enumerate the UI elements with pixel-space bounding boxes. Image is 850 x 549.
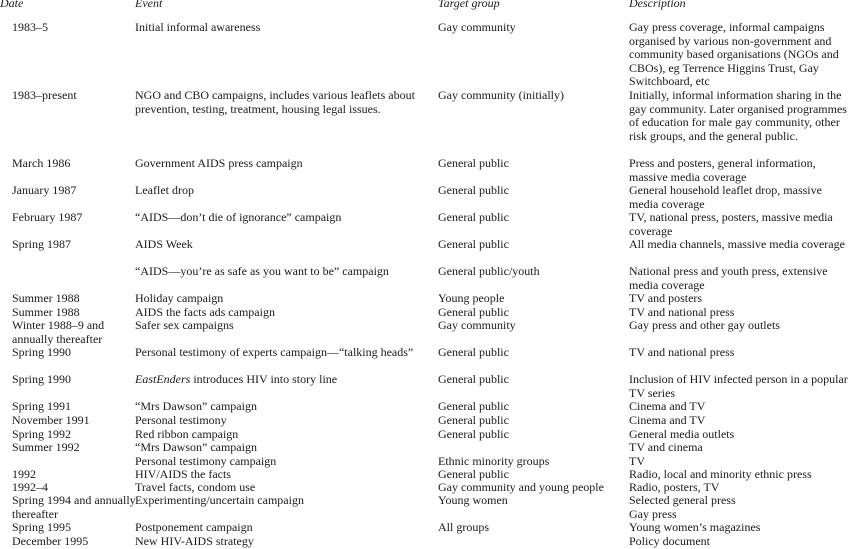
cell-description: Gay press: [629, 507, 677, 521]
cell-event: “AIDS—don’t die of ignorance” campaign: [135, 210, 342, 224]
cell-description: Radio, local and minority ethnic press: [629, 467, 812, 481]
cell-description: TV and posters: [629, 291, 703, 305]
cell-event: Experimenting/uncertain campaign: [135, 493, 304, 507]
cell-date: Spring 1992: [12, 427, 72, 441]
cell-target-group: General public: [438, 156, 509, 170]
cell-event: Leaflet drop: [135, 183, 194, 197]
cell-date: February 1987: [12, 210, 83, 224]
cell-date: Summer 1992: [12, 440, 80, 454]
header-date: Date: [0, 0, 24, 10]
cell-event: Postponement campaign: [135, 520, 253, 534]
cell-target-group: All groups: [438, 520, 489, 534]
cell-description: Press and posters, general information, massive media coverage: [629, 156, 816, 184]
cell-date: December 1995: [12, 534, 89, 548]
cell-target-group: Young women: [438, 493, 508, 507]
cell-description: Initially, informal information sharing in the gay community. Later organised programmes of education for male gay community, other risk groups, and the general public.: [629, 88, 847, 143]
cell-target-group: General public: [438, 372, 509, 386]
cell-target-group: General public: [438, 237, 509, 251]
cell-description: TV, national press, posters, massive media coverage: [629, 210, 833, 238]
cell-event: [135, 373, 430, 387]
cell-event-title: EastEnders: [135, 372, 191, 386]
cell-target-group: General public: [438, 210, 509, 224]
cell-description: National press and youth press, extensive media coverage: [629, 264, 828, 292]
cell-description: General media outlets: [629, 427, 735, 441]
cell-event: “Mrs Dawson” campaign: [135, 440, 257, 454]
cell-date: Winter 1988–9 and annually thereafter: [12, 318, 105, 346]
cell-date: Spring 1994 and annually thereafter: [12, 493, 136, 521]
cell-event: NGO and CBO campaigns, includes various leaflets about prevention, testing, treatment, housing legal issues.: [135, 88, 415, 116]
cell-date: January 1987: [12, 183, 77, 197]
cell-description: TV and national press: [629, 305, 735, 319]
cell-target-group: Gay community (initially): [438, 88, 564, 102]
cell-target-group: Gay community: [438, 20, 516, 34]
header-event: Event: [135, 0, 163, 10]
header-description: Description: [629, 0, 686, 10]
cell-description: General household leaflet drop, massive media coverage: [629, 183, 822, 211]
header-target-group: Target group: [438, 0, 500, 10]
cell-date: Spring 1990: [12, 345, 72, 359]
cell-description: Gay press and other gay outlets: [629, 318, 780, 332]
cell-target-group: General public: [438, 183, 509, 197]
cell-description: Young women’s magazines: [629, 520, 761, 534]
cell-date: Spring 1987: [12, 237, 72, 251]
cell-target-group: General public: [438, 399, 509, 413]
cell-event: AIDS the facts ads campaign: [135, 305, 275, 319]
cell-event: Initial informal awareness: [135, 20, 261, 34]
cell-date: 1983–5: [12, 20, 48, 34]
cell-date: Summer 1988: [12, 291, 80, 305]
cell-description: TV and national press: [629, 345, 735, 359]
cell-event: Personal testimony: [135, 413, 227, 427]
cell-target-group: General public: [438, 467, 509, 481]
cell-description: Gay press coverage, informal campaigns organised by various non-government and community based organisations (NGOs and CBOs), eg Terrence Higgins Trust, Gay Switchboard, etc: [629, 20, 839, 88]
cell-description: Inclusion of HIV infected person in a popular TV series: [629, 372, 848, 400]
cell-date: Summer 1988: [12, 305, 80, 319]
cell-description: Policy document: [629, 534, 710, 548]
cell-event-text: introduces HIV into story line: [190, 372, 338, 386]
cell-date: 1992–4: [12, 480, 48, 494]
cell-target-group: Ethnic minority groups: [438, 454, 550, 468]
cell-date: Spring 1990: [12, 372, 72, 386]
cell-description: Selected general press: [629, 493, 736, 507]
cell-date: 1992: [12, 467, 36, 481]
cell-event: Personal testimony of experts campaign—“talking heads”: [135, 345, 414, 359]
cell-target-group: General public: [438, 427, 509, 441]
cell-description: TV and cinema: [629, 440, 703, 454]
cell-event: Personal testimony campaign: [135, 454, 277, 468]
cell-target-group: General public: [438, 305, 509, 319]
cell-target-group: General public: [438, 413, 509, 427]
cell-event: “AIDS—you’re as safe as you want to be” campaign: [135, 264, 389, 278]
cell-event: Holiday campaign: [135, 291, 224, 305]
cell-event: HIV/AIDS the facts: [135, 467, 231, 481]
cell-target-group: General public/youth: [438, 264, 540, 278]
cell-target-group: Young people: [438, 291, 505, 305]
cell-event: “Mrs Dawson” campaign: [135, 399, 257, 413]
cell-target-group: Gay community and young people: [438, 480, 604, 494]
cell-event: AIDS Week: [135, 237, 193, 251]
cell-date: March 1986: [12, 156, 71, 170]
cell-description: Cinema and TV: [629, 413, 706, 427]
cell-date: Spring 1991: [12, 399, 72, 413]
cell-description: All media channels, massive media coverage: [629, 237, 845, 251]
cell-date: 1983–present: [12, 88, 77, 102]
cell-event: Red ribbon campaign: [135, 427, 239, 441]
cell-date: November 1991: [12, 413, 90, 427]
cell-description: Radio, posters, TV: [629, 480, 720, 494]
cell-event: Travel facts, condom use: [135, 480, 256, 494]
cell-description: TV: [629, 454, 645, 468]
cell-event: Safer sex campaigns: [135, 318, 234, 332]
cell-event: Government AIDS press campaign: [135, 156, 303, 170]
cell-target-group: General public: [438, 345, 509, 359]
cell-description: Cinema and TV: [629, 399, 706, 413]
cell-target-group: Gay community: [438, 318, 516, 332]
cell-event: New HIV-AIDS strategy: [135, 534, 254, 548]
cell-date: Spring 1995: [12, 520, 72, 534]
